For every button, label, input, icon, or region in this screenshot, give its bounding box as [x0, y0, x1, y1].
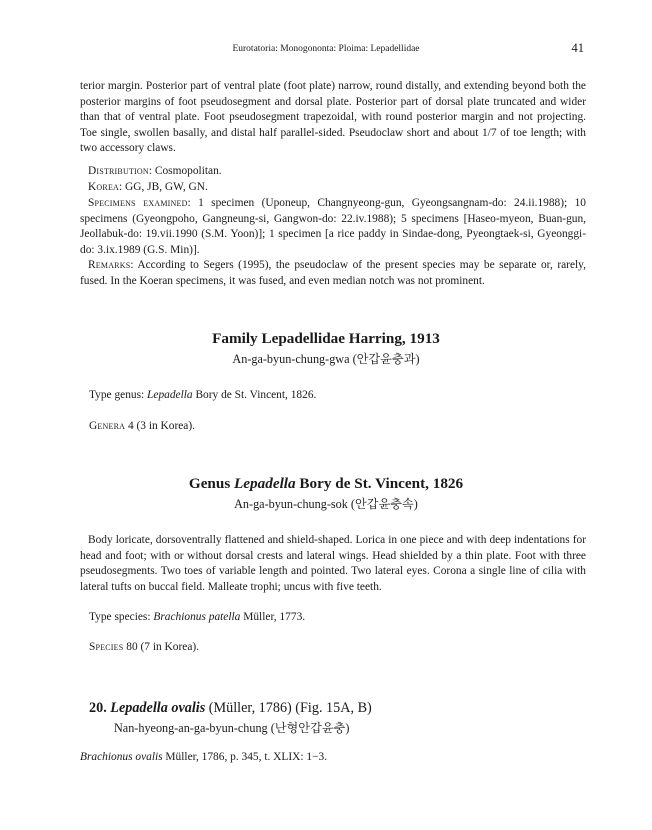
genus-title-author: Bory de St. Vincent, 1826	[295, 475, 464, 492]
species-author: (Müller, 1786) (Fig. 15A, B)	[205, 700, 372, 716]
type-genus-author: Bory de St. Vincent, 1826.	[192, 389, 317, 401]
running-header: Eurotatoria: Monogononta: Ploima: Lepadellidae	[232, 44, 420, 54]
type-species-line	[89, 611, 305, 623]
species-count-line	[89, 641, 199, 653]
distribution-label: Distribution	[88, 165, 149, 177]
page-number: 41	[571, 41, 584, 55]
remarks-text: : According to Segers (1995), the pseudoclaw of the present species may be separate or, rarely, fused. In the Koeran specimens, it was fused, and even median notch was not prominent.	[80, 259, 586, 287]
distribution-text: : Cosmopolitan.	[148, 165, 222, 177]
genus-heading	[0, 475, 652, 493]
genera-label: Genera	[89, 420, 126, 432]
species-count: 80 (7 in Korea).	[123, 641, 200, 653]
specimens-paragraph	[80, 196, 586, 258]
species-number: 20.	[89, 700, 107, 716]
remarks-paragraph	[80, 258, 586, 289]
korea-label: Korea	[88, 181, 120, 193]
genera-line	[89, 420, 195, 432]
genus-title-name: Lepadella	[234, 475, 296, 492]
genus-title-prefix: Genus	[188, 475, 235, 492]
distribution-line	[80, 164, 586, 180]
synonym-citation: Müller, 1786, p. 345, t. XLIX: 1−3.	[162, 751, 328, 763]
genera-count: 4 (3 in Korea).	[125, 420, 195, 432]
genus-korean-name: An-ga-byun-chung-sok (안갑윤충속)	[234, 497, 418, 511]
type-species-prefix: Type species:	[89, 611, 154, 623]
type-species-author: Müller, 1773.	[240, 611, 306, 623]
specimens-text: : 1 specimen (Uponeup, Changnyeong-gun, Gyeongsangnam-do: 24.ii.1988); 10 specimens (Gyeongpoho, Gangneung-si, Gangwon-do: 22.iv.1988); 5 specimens [Haseo-myeon, Buan-gun, Jeollabuk-do: 19.vii.1990 (S.M. Yoon)]; 1 specimen [a rice paddy in Sindae-dong, Pyeongtaek-si, Gyeonggi-do: 3.ix.1989 (G.S. Min)].	[80, 197, 586, 256]
korea-line	[80, 180, 586, 196]
korea-text: : GG, JB, GW, GN.	[119, 181, 208, 193]
type-genus-prefix: Type genus:	[89, 389, 148, 401]
specimens-label: Specimens examined	[88, 197, 188, 209]
species-korean-name: Nan-hyeong-an-ga-byun-chung (난형안갑윤충)	[114, 721, 350, 735]
family-korean-name: An-ga-byun-chung-gwa (안갑윤충과)	[232, 352, 420, 366]
type-genus-name: Lepadella	[147, 389, 193, 401]
species-label: Species	[89, 641, 124, 653]
synonym-name: Brachionus ovalis	[80, 751, 163, 763]
type-genus-line	[89, 389, 316, 401]
species-heading	[89, 700, 372, 717]
type-species-name: Brachionus patella	[153, 611, 241, 623]
remarks-label: Remarks	[88, 259, 131, 271]
family-heading: Family Lepadellidae Harring, 1913	[212, 330, 440, 347]
species-name: Lepadella ovalis	[110, 700, 206, 716]
genus-description: Body loricate, dorsoventrally flattened and shield-shaped. Lorica in one piece and with deep indentations for head and foot; with or without dorsal crests and lateral wings. Head shielded by a thin plate. Foot with three pseudosegments. Two toes of variable length and pointed. Two lateral eyes. Corona a single line of cilia with lateral tufts on buccal field. Malleate trophi; uncus with five teeth.	[80, 534, 586, 593]
continuation-paragraph: terior margin. Posterior part of ventral plate (foot plate) narrow, round distally, and extending beyond both the posterior margins of foot pseudosegment and dorsal plate. Posterior part of dorsal plate truncated and wider than that of ventral plate. Foot pseudosegment trapezoidal, with round posterior margin and not projecting. Toe single, swollen basally, and distal half parallel-sided. Pseudoclaw short and about 1/7 of toe length; with two accessory claws.	[80, 80, 586, 155]
synonym-line	[80, 751, 327, 763]
